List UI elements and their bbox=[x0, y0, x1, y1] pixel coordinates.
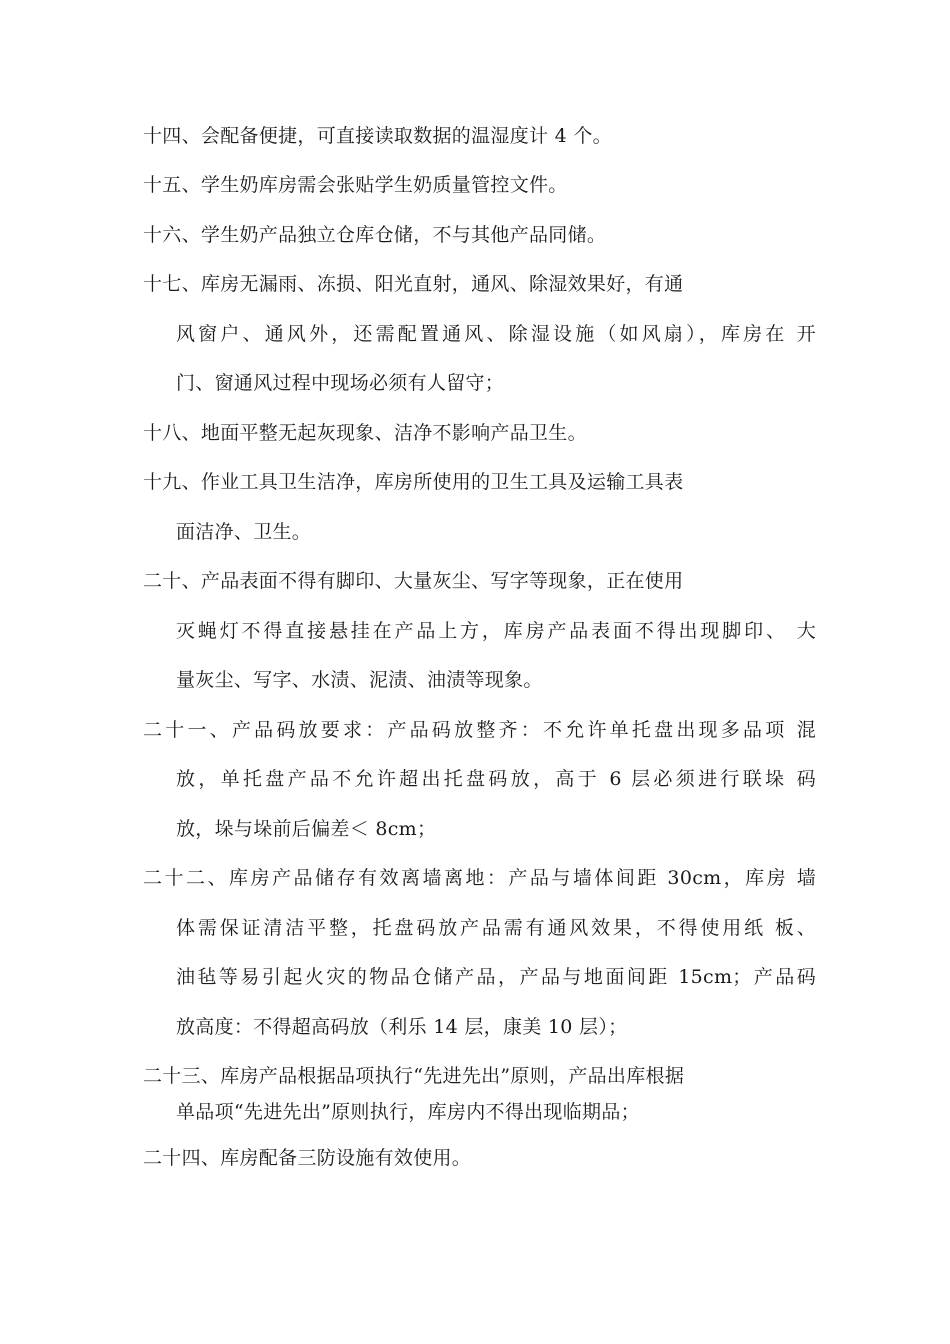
clause-22-line-1: 二十二、库房产品储存有效离墙离地：产品与墙体间距 30cm，库房 墙 bbox=[143, 867, 816, 889]
clause-18-line: 十八、地面平整无起灰现象、洁净不影响产品卫生。 bbox=[143, 422, 587, 444]
clause-22-line-2: 体需保证清洁平整，托盘码放产品需有通风效果，不得使用纸 板、 bbox=[176, 917, 816, 939]
clause-19-line-1: 十九、作业工具卫生洁净，库房所使用的卫生工具及运输工具表 bbox=[143, 471, 684, 493]
clause-17-line-1: 十七、库房无漏雨、冻损、阳光直射，通风、除湿效果好，有通 bbox=[143, 273, 684, 295]
clause-16-line: 十六、学生奶产品独立仓库仓储，不与其他产品同储。 bbox=[143, 224, 607, 246]
clause-21-line-2: 放，单托盘产品不允许超出托盘码放，高于 6 层必须进行联垛 码 bbox=[176, 768, 816, 790]
clause-20-line-1: 二十、产品表面不得有脚印、大量灰尘、写字等现象，正在使用 bbox=[143, 570, 684, 592]
clause-17-line-2: 风窗户、通风外，还需配置通风、除湿设施（如风扇），库房在 开 bbox=[176, 323, 816, 345]
clause-15-line: 十五、学生奶库房需会张贴学生奶质量管控文件。 bbox=[143, 174, 568, 196]
clause-21-line-3: 放，垛与垛前后偏差＜ 8cm； bbox=[176, 818, 437, 840]
clause-19-line-2: 面洁净、卫生。 bbox=[176, 521, 312, 543]
clause-22-line-3: 油毡等易引起火灾的物品仓储产品，产品与地面间距 15cm；产品码 bbox=[176, 966, 816, 988]
clause-20-line-2: 灭蝇灯不得直接悬挂在产品上方，库房产品表面不得出现脚印、 大 bbox=[176, 620, 816, 642]
clause-22-line-4: 放高度：不得超高码放（利乐 14 层，康美 10 层）； bbox=[176, 1016, 628, 1038]
clause-21-line-1: 二十一、产品码放要求：产品码放整齐：不允许单托盘出现多品项 混 bbox=[143, 719, 816, 741]
clause-23-line-2: 单品项“先进先出”原则执行，库房内不得出现临期品； bbox=[176, 1101, 640, 1123]
clause-24-line: 二十四、库房配备三防设施有效使用。 bbox=[143, 1147, 472, 1169]
clause-17-line-3: 门、窗通风过程中现场必须有人留守； bbox=[176, 372, 505, 394]
clause-20-line-3: 量灰尘、写字、水渍、泥渍、油渍等现象。 bbox=[176, 669, 543, 691]
clause-14-line: 十四、会配备便捷，可直接读取数据的温湿度计 4 个。 bbox=[143, 125, 612, 147]
clause-23-line-1: 二十三、库房产品根据品项执行“先进先出”原则，产品出库根据 bbox=[143, 1065, 685, 1087]
